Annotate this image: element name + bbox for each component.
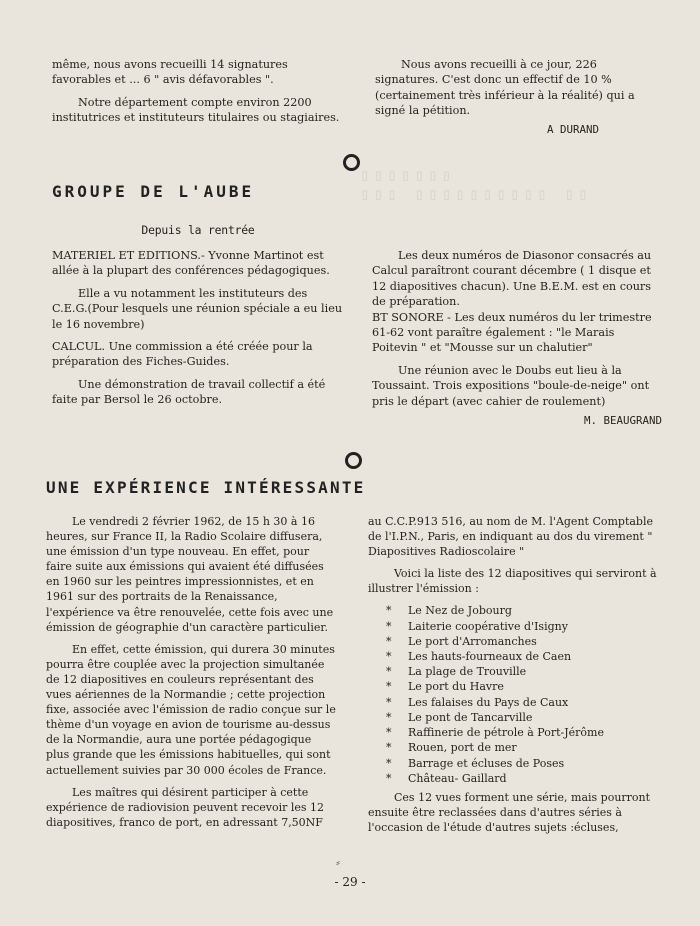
diapositives-list <box>386 603 662 785</box>
top-right-column <box>375 57 659 137</box>
asterisk-bullet-icon: * <box>386 650 392 664</box>
aube-right-column <box>372 248 662 428</box>
asterisk-bullet-icon: * <box>386 604 392 618</box>
list-item: * La plage de Trouville <box>386 665 527 679</box>
aube-right-paragraph-3: Une réunion avec le Doubs eut lieu à la Toussaint. Trois expositions "boule-de-neige" ont pris le départ (avec cahier de roulement) <box>372 363 650 408</box>
aube-left-column <box>52 248 344 415</box>
asterisk-bullet-icon: * <box>386 634 392 648</box>
asterisk-bullet-icon: * <box>386 726 392 740</box>
asterisk-bullet-icon: * <box>386 756 392 770</box>
separator-circle-icon <box>343 154 360 171</box>
top-right-paragraph-1: Nous avons recueilli à ce jour, 226 signatures. C'est donc un effectif de 10 % (certainement très inférieur à la réalité) qui a signé la pétition. <box>375 58 635 118</box>
list-item: * Rouen, port de mer <box>386 741 517 755</box>
list-item: * Le port d'Arromanches <box>386 634 537 648</box>
section-heading-experience: UNE EXPÉRIENCE INTÉRESSANTE <box>46 478 366 497</box>
signature-beaugrand: M. BEAUGRAND <box>583 414 662 428</box>
asterisk-bullet-icon: * <box>386 665 392 679</box>
section-heading-aube: GROUPE DE L'AUBE <box>52 182 255 201</box>
experience-right-paragraph-3: Ces 12 vues forment une série, mais pourront ensuite être reclassées dans d'autres séries à l'occasion de l'étude d'autres sujets :écluses, <box>368 790 651 835</box>
signature-durand: A DURAND <box>546 122 599 136</box>
list-item: * Les falaises du Pays de Caux <box>386 695 569 709</box>
aube-left-paragraph-1: MATERIEL ET EDITIONS.- Yvonne Martinot est allée à la plupart des conférences pédagogiques. <box>52 249 330 278</box>
aube-left-paragraph-2: Elle a vu notamment les instituteurs des C.E.G.(Pour lesquels une réunion spéciale a eu lieu le 16 novembre) <box>52 286 343 331</box>
experience-left-paragraph-1: Le vendredi 2 février 1962, de 15 h 30 à 16 heures, sur France II, la Radio Scolaire diffusera, une émission d'un type nouveau. En effet, pour faire suite aux émissions qui avaient été diffusées en 1960 sur les peintres impressionnistes, et en 1961 sur des portraits de la Renaissance, l'expérience va être renouvelée, cette fois avec une émission de géographie d'un caractère particulier. <box>46 515 334 634</box>
aube-right-paragraph-2: BT SONORE - Les deux numéros du ler trimestre 61-62 vont paraître également : "le Marais Poitevin " et "Mousse sur un chalutier" <box>372 310 652 355</box>
experience-right-column <box>368 514 662 842</box>
ink-mark-decoration: ⸗ <box>336 855 340 869</box>
separator-circle-icon <box>345 452 362 469</box>
top-left-column <box>52 57 342 133</box>
aube-right-paragraph-1: Les deux numéros de Diasonor consacrés au Calcul paraîtront courant décembre ( 1 disque et 12 diapositives chacun). Une B.E.M. est en cours de préparation. <box>372 249 652 309</box>
top-left-paragraph-2: Notre département compte environ 2200 institutrices et instituteurs titulaires ou stagiaires. <box>52 95 340 125</box>
show-through-decoration: ▯▯▯ ▯▯▯▯▯▯▯▯▯▯ ▯▯ ▯▯▯▯▯▯▯ <box>360 168 592 206</box>
list-item: * Barrage et écluses de Poses <box>386 756 565 770</box>
experience-right-paragraph-2: Voici la liste des 12 diapositives qui serviront à illustrer l'émission : <box>368 567 657 596</box>
page-number: - 29 - <box>334 875 366 889</box>
aube-left-paragraph-4: Une démonstration de travail collectif a été faite par Bersol le 26 octobre. <box>52 377 326 407</box>
experience-right-paragraph-1: au C.C.P.913 516, au nom de M. l'Agent Comptable de l'I.P.N., Paris, en indiquant au dos du virement " Diapositives Radioscolaire " <box>368 515 654 559</box>
list-item: * Le pont de Tancarville <box>386 710 533 724</box>
top-left-paragraph-1: même, nous avons recueilli 14 signatures favorables et ... 6 " avis défavorables ". <box>52 58 288 87</box>
aube-left-paragraph-3: CALCUL. Une commission a été créée pour la préparation des Fiches-Guides. <box>52 340 313 369</box>
experience-left-column <box>46 514 338 837</box>
asterisk-bullet-icon: * <box>386 695 392 709</box>
asterisk-bullet-icon: * <box>386 771 392 785</box>
list-item: * Laiterie coopérative d'Isigny <box>386 619 568 633</box>
aube-subheading: Depuis la rentrée <box>141 223 255 237</box>
list-item: * Les hauts-fourneaux de Caen <box>386 650 572 664</box>
asterisk-bullet-icon: * <box>386 680 392 694</box>
experience-left-paragraph-3: Les maîtres qui désirent participer à cette expérience de radiovision peuvent recevoir les 12 diapositives, franco de port, en adressant 7,50NF <box>46 785 325 829</box>
asterisk-bullet-icon: * <box>386 619 392 633</box>
experience-left-paragraph-2: En effet, cette émission, qui durera 30 minutes pourra être couplée avec la projection simultanée de 12 diapositives en couleurs représentant des vues aériennes de la Normandie ; cette projection fixe, associée avec l'émission de radio conçue sur le thème d'un voyage en avion de tourisme au-dessus de la Normandie, aura une portée pédagogique plus grande que les émissions habituelles, qui sont actuellement suivies par 30 000 écoles de France. <box>46 642 336 777</box>
list-item: * Le Nez de Jobourg <box>386 604 512 618</box>
asterisk-bullet-icon: * <box>386 710 392 724</box>
list-item: * Le port du Havre <box>386 680 504 694</box>
asterisk-bullet-icon: * <box>386 741 392 755</box>
list-item: * Raffinerie de pétrole à Port-Jérôme <box>386 726 604 740</box>
list-item: * Château- Gaillard <box>386 771 507 785</box>
